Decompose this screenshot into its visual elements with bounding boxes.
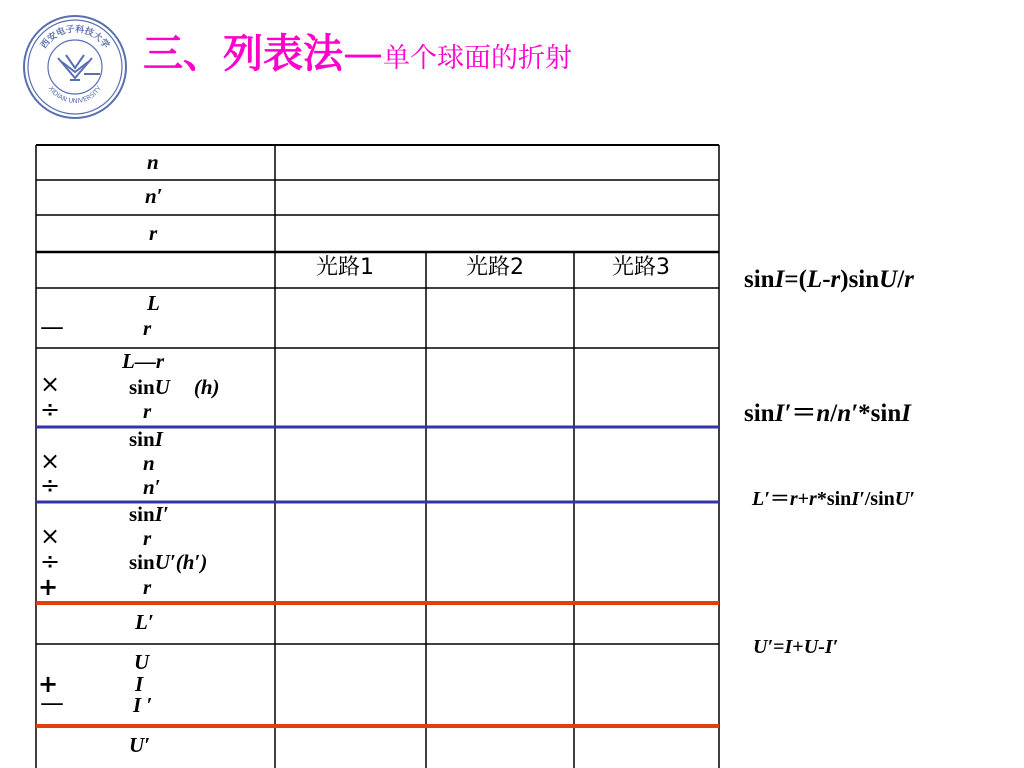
r2-op-times: × bbox=[40, 370, 61, 398]
r4-line3: sinU′(h′) bbox=[129, 550, 208, 574]
r2-op-divide: ÷ bbox=[40, 395, 61, 423]
header-path-2: 光路2 bbox=[466, 255, 524, 280]
r3-op-times: × bbox=[40, 447, 61, 475]
r6-line2: I bbox=[135, 672, 144, 696]
r1-line1: L bbox=[147, 291, 160, 315]
r4-line1: sinI′ bbox=[129, 502, 169, 526]
logo-bottom-text: XIDIAN UNIVERSITY bbox=[46, 84, 104, 106]
row-n-prime-label: n′ bbox=[145, 184, 163, 208]
svg-text:XIDIAN UNIVERSITY bbox=[47, 85, 103, 105]
r3-op-divide: ÷ bbox=[40, 471, 61, 499]
r3-line3: n′ bbox=[143, 475, 161, 499]
r2-line2: sinU (h) bbox=[129, 375, 220, 399]
r6-line3: I ′ bbox=[133, 693, 153, 717]
r3-line1: sinI bbox=[129, 427, 163, 451]
title-subtitle: 单个球面的折射 bbox=[383, 43, 572, 74]
logo-arc-text: 西安电子科技大学 bbox=[39, 24, 111, 51]
r4-op-plus: + bbox=[38, 573, 59, 601]
r2-line1: L—r bbox=[122, 349, 164, 373]
r6-op-plus: + bbox=[38, 670, 59, 698]
formula-L-prime: L′＝r+r*sinI′/sinU′ bbox=[752, 488, 915, 510]
r5-line1: L′ bbox=[135, 610, 154, 634]
university-logo bbox=[20, 12, 130, 122]
header-path-3: 光路3 bbox=[612, 255, 670, 280]
formula-U-prime: U′=I+U-I′ bbox=[753, 636, 839, 658]
page-title bbox=[143, 31, 572, 77]
row-r-label: r bbox=[149, 221, 158, 245]
r4-op-divide: ÷ bbox=[40, 547, 61, 575]
r3-line2: n bbox=[143, 451, 155, 475]
r4-op-times: × bbox=[40, 522, 61, 550]
row-n-label: n bbox=[147, 150, 159, 174]
r2-line3: r bbox=[143, 399, 152, 423]
r6-op-minus: — bbox=[40, 689, 64, 717]
r4-line4: r bbox=[143, 575, 152, 599]
r7-line1: U′ bbox=[129, 733, 151, 757]
formula-sin-I-prime: sinI′＝n/n′*sinI bbox=[744, 400, 911, 427]
svg-text:西安电子科技大学 bbox=[38, 23, 113, 51]
r6-line1: U bbox=[134, 650, 150, 674]
header-path-1: 光路1 bbox=[316, 255, 374, 280]
formula-sin-I: sinI=(L-r)sinU/r bbox=[744, 266, 914, 293]
title-main: 三、列表法 bbox=[143, 31, 343, 77]
r1-line2: r bbox=[143, 316, 152, 340]
title-dash: — bbox=[343, 31, 383, 77]
r4-line2: r bbox=[143, 526, 152, 550]
r1-op-minus: — bbox=[40, 313, 64, 341]
